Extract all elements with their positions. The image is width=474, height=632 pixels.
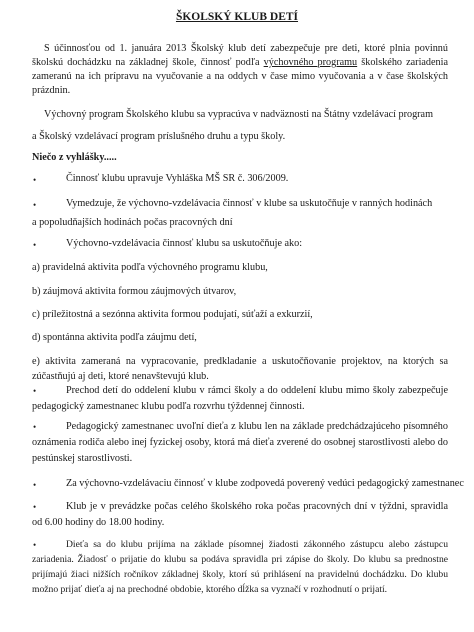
- bullet-icon: •: [33, 422, 37, 432]
- sub-item-e: e) aktivita zameraná na vypracovanie, predkladanie a uskutočňovanie projektov, na ktorých sa zúčastňujú aj deti, ktoré nenavštevujú klub.: [32, 356, 448, 382]
- intro-paragraph-1: [32, 42, 448, 98]
- list-item-6: Za výchovno-vzdelávaciu činnosť v klube zodpovedá poverený vedúci pedagogický zamestnanec: [66, 478, 464, 489]
- bullet-icon: •: [33, 200, 37, 210]
- document-title: ŠKOLSKÝ KLUB DETÍ: [175, 11, 299, 23]
- sub-item-b: b) záujmová aktivita formou záujmových útvarov,: [32, 286, 237, 297]
- list-item-4: Prechod detí do oddelení klubu v rámci školy a do oddelení klubu mimo školy zabezpečuje pedagogický zamestnanec klubu podľa rozvrhu týždennej činnosti.: [32, 385, 448, 412]
- list-item-2-line-2: a popoludňajších hodinách počas pracovných dní: [32, 217, 233, 228]
- program-link[interactable]: výchovného programu: [263, 57, 358, 68]
- intro-paragraph-2-line-1: Výchovný program Školského klubu sa vypracúva v nadväznosti na Štátny vzdelávací program: [44, 109, 434, 120]
- sub-item-d: d) spontánna aktivita podľa záujmu detí,: [32, 332, 197, 343]
- bullet-icon: •: [33, 175, 37, 185]
- bullet-icon: •: [33, 386, 37, 396]
- sub-item-a: a) pravidelná aktivita podľa výchovného programu klubu,: [32, 262, 268, 273]
- list-item-5: Pedagogický zamestnanec uvoľní dieťa z klubu len na základe predchádzajúceho písomného oznámenia rodiča alebo inej fyzickej osoby, ktorá má dieťa zverené do osobnej starostlivosti alebo do pestúnskej starostlivosti.: [32, 421, 448, 464]
- bullet-icon: •: [33, 240, 37, 250]
- bullet-icon: •: [33, 480, 37, 490]
- list-item-2-line-1: Vymedzuje, že výchovno-vzdelávacia činnosť v klube sa uskutočňuje v ranných hodinách: [66, 198, 433, 209]
- list-item-7: Klub je v prevádzke počas celého školského roka počas pracovných dní v týždni, spravidla od 6.00 hodiny do 18.00 hodiny.: [32, 501, 448, 528]
- list-item-8: Dieťa sa do klubu prijíma na základe písomnej žiadosti zákonného zástupcu alebo zástupcu zariadenia. Žiadosť o prijatie do klubu sa podáva spravidla pri zápise do školy. Do klubu sa prednostne prijímajú žiaci nižších ročníkov základnej školy, ktorí sú prihlásení na pravidelnú dochádzku. Do klubu možno prijať dieťa aj na prechodné obdobie, ktorého dĺžka sa vyznačí v rozhodnutí o prijatí.: [32, 539, 448, 595]
- bullet-icon: •: [33, 540, 37, 550]
- section-heading: Niečo z vyhlášky.....: [32, 152, 117, 163]
- list-item-1: Činnosť klubu upravuje Vyhláška MŠ SR č. 306/2009.: [66, 173, 289, 184]
- intro-text-start: S účinnosťou od 1. januára 2013 Školský klub detí zabezpečuje pre deti, ktoré plnia povinnú školskú dochádzku na základnej škole, činnosť podľa: [32, 43, 448, 68]
- bullet-icon: •: [33, 502, 37, 512]
- intro-text-end: školského zariadenia zameranú na ich prípravu na vyučovanie a na oddych v čase mimo vyučovania a v čase školských prázdnin.: [32, 57, 448, 96]
- sub-item-c: c) príležitostná a sezónna aktivita formou podujatí, súťaží a exkurzií,: [32, 309, 313, 320]
- intro-paragraph-2-line-2: a Školský vzdelávací program príslušného druhu a typu školy.: [32, 131, 286, 142]
- list-item-3: Výchovno-vzdelávacia činnosť klubu sa uskutočňuje ako:: [66, 238, 303, 249]
